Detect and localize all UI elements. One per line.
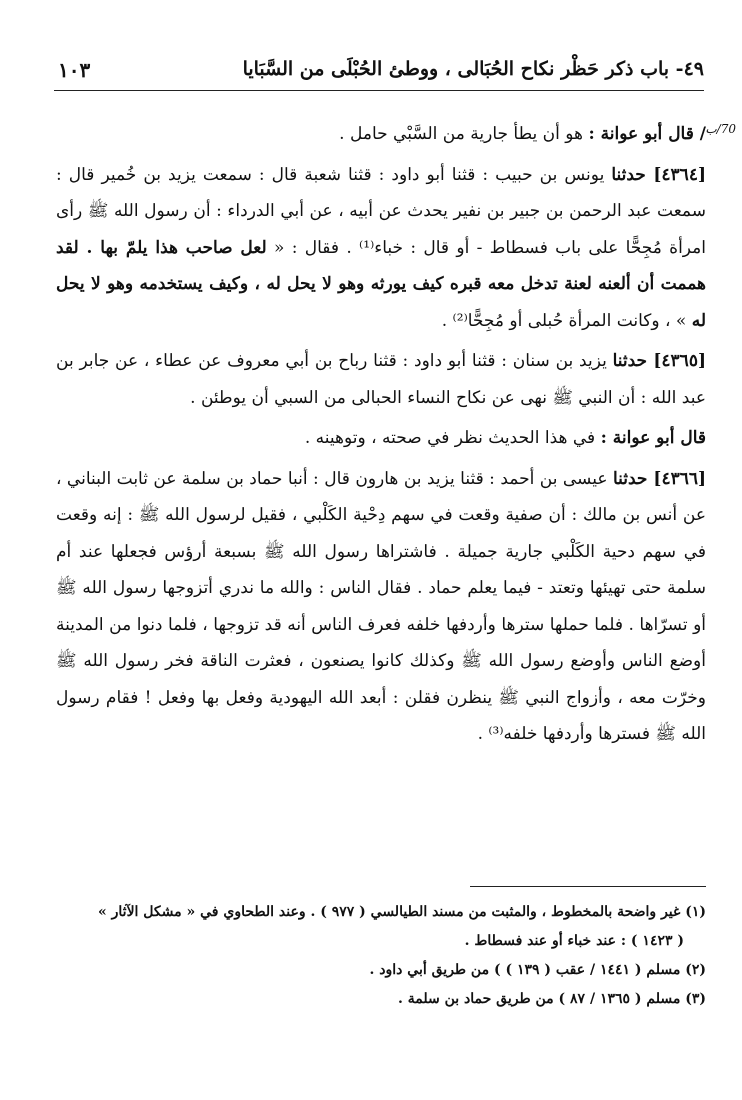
paragraph-intro	[56, 116, 706, 153]
hadith-number: [٤٣٦٥] حدثنا	[612, 351, 706, 371]
hadith-quote: لعل صاحب هذا يلمّ بها . لقد هممت أن ألعنه لعنة تدخل معه قبره كيف يورثه وهو لا يحل له ، وكيف يستخدمه وهو لا يحل له	[56, 237, 706, 331]
footnotes	[56, 898, 706, 1014]
footnote-divider	[470, 886, 706, 887]
body-text	[56, 116, 706, 753]
paragraph-lead: / قال أبو عوانة :	[588, 124, 706, 144]
page-number: ١٠٣	[58, 58, 91, 82]
hadith-4365	[56, 343, 706, 416]
hadith-text: يونس بن حبيب : قثنا أبو داود : قثنا شعبة قال : سمعت يزيد بن خُمير قال : سمعت عبد الرحمن بن جبير بن نفير يحدث عن أبيه ، عن أبي الدرداء : أن رسول الله ﷺ رأى امرأة مُجِحًّا على باب فسطاط - أو قال : خباء⁽¹⁾ . فقال : «	[56, 164, 706, 258]
author-comment	[56, 420, 706, 457]
hadith-number: [٤٣٦٤] حدثنا	[611, 164, 706, 185]
footnote-item: (١) غير واضحة بالمخطوط ، والمثبت من مسند الطيالسي ( ٩٧٧ ) . وعند الطحاوي في « مشكل الآثار »	[98, 904, 706, 920]
comment-lead: قال أبو عوانة :	[600, 428, 706, 448]
footnote-item: (٢) مسلم ( ١٤٤١ / عقب ( ١٣٩ ) ) من طريق أبي داود .	[369, 962, 706, 978]
hadith-text: يزيد بن سنان : قثنا أبو داود : قثنا رباح بن أبي معروف عن عطاء ، عن جابر بن عبد الله : أن النبي ﷺ نهى عن نكاح النساء الحبالى من السبي أن يوطئن .	[56, 351, 706, 408]
hadith-number: [٤٣٦٦] حدثنا	[612, 468, 707, 489]
hadith-text: عيسى بن أحمد : قثنا يزيد بن هارون قال : أنبا حماد بن سلمة عن ثابت البناني ، عن أنس بن مالك : أن صفية وقعت في سهم دِحْية الكَلْبي ، فقيل لرسول الله ﷺ : إنه وقعت في سهم دحية الكَلْبي جارية جميلة . فاشتراها رسول الله ﷺ بسبعة أرؤس فجعلها عند أم سلمة حتى تهيئها وتعتد - فيما يعلم حماد . فقال الناس : والله ما ندري أتزوجها رسول الله ﷺ أو تسرّاها . فلما حملها سترها وأردفها خلفه فعرف الناس أنه قد تزوجها ، فلما دنوا من المدينة أوضع الناس وأوضع رسول الله ﷺ وكذلك كانوا يصنعون ، فعثرت الناقة فخر رسول الله ﷺ وخرّت معه ، وأزواج النبي ﷺ ينظرن فقلن : أبعد الله اليهودية وفعل بها وفعل ! فقام رسول الله ﷺ فسترها وأردفها خلفه⁽³⁾ .	[56, 468, 706, 744]
chapter-title: ٤٩- باب ذكر حَظْر نكاح الحُبَالى ، ووطئ الحُبْلَى من السَّبَايا	[242, 58, 704, 80]
hadith-tail: » ، وكانت المرأة حُبلى أو مُجِحًّا⁽²⁾ .	[441, 310, 692, 331]
comment-text: في هذا الحديث نظر في صحته ، وتوهينه .	[304, 428, 601, 448]
page-header	[54, 58, 704, 91]
footnote-item: ( ١٤٢٣ ) : عند خباء أو عند فسطاط .	[464, 933, 684, 949]
hadith-4366	[56, 461, 706, 753]
manuscript-folio-note: 70/ب	[705, 122, 736, 136]
hadith-4364	[56, 157, 706, 340]
paragraph-text: هو أن يطأ جارية من السَّبْي حامل .	[339, 124, 589, 144]
footnote-item: (٣) مسلم ( ١٣٦٥ / ٨٧ ) من طريق حماد بن سلمة .	[398, 991, 706, 1007]
